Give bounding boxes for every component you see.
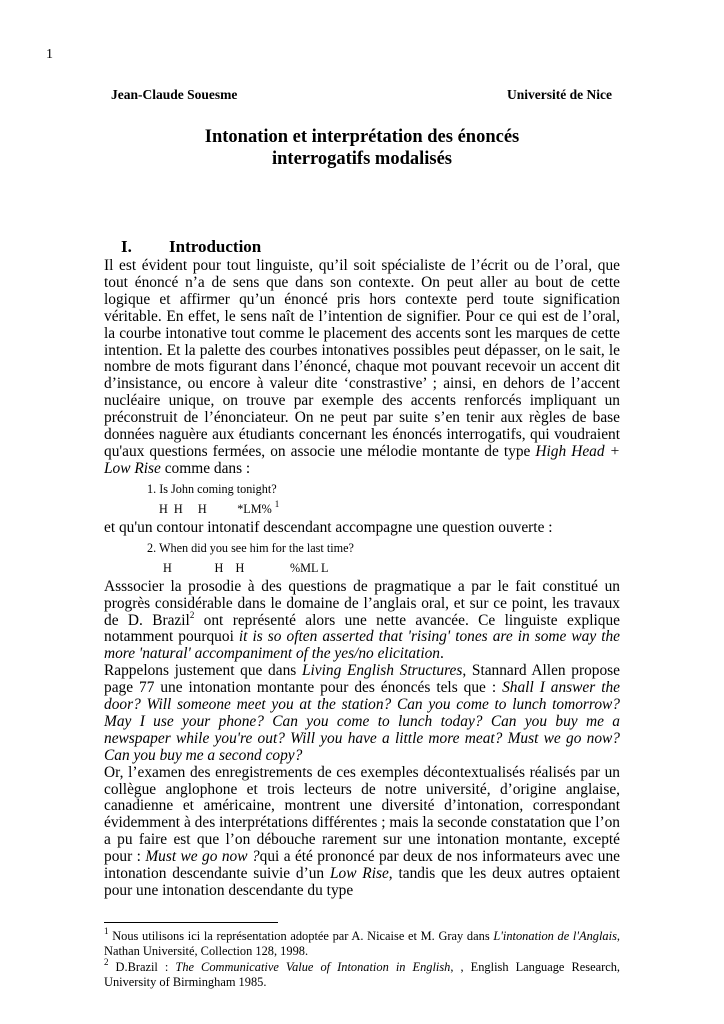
example-1-sentence: 1. Is John coming tonight?	[147, 481, 277, 496]
body-text	[104, 258, 620, 991]
section-title: Introduction	[169, 237, 262, 256]
footnote-1	[104, 925, 620, 959]
page-number: 1	[46, 47, 53, 62]
book-title: Living English Structures	[301, 662, 463, 680]
italic-text: L'intonation de l'Anglais	[493, 928, 617, 943]
italic-text: Must we go now ?	[145, 848, 260, 866]
footnote-number: 1	[104, 925, 109, 936]
text: D.Brazil :	[108, 959, 176, 974]
title-line-2: interrogatifs modalisés	[271, 149, 452, 169]
document-title	[0, 126, 724, 170]
section-heading	[121, 237, 261, 257]
footnote-2	[104, 956, 620, 990]
text: , tandis que les deux autres optaient pour une intonation descendante du type	[104, 865, 620, 899]
text: Il est évident pour tout linguiste, qu’il soit spécialiste de l’écrit ou de l’oral, que tout énoncé n’a de sens que dans son contexte. On peut aller au bout de cette logique et affirmer qu’un énoncé pris hors contexte perd toute signification véritable. En effet, le sens naît de l’intention de signifier. Pour ce qui est de l’oral, la courbe intonative tout comme le placement des accents sont les marques de cette intention. Et la palette des courbes intonatives possibles peut dépasser, on le sait, le nombre de mots figurant dans l’énoncé, chaque mot pouvant recevoir un accent dit d’insistance, ou encore à valeur dite ‘constrastive’ ; ainsi, en dehors de l’accent nucléaire unique, on trouve par exemple des accents renforcés impliquant un préconstruit de l’énonciateur. On ne peut par suite s’en tenir aux règles de base données naguère aux étudiants concernant les énoncés interrogatifs, qui voudraient qu'aux questions fermées, on associe une mélodie montante de type	[104, 257, 620, 460]
italic-text: High Head + Low Rise	[104, 442, 620, 477]
paragraph-5	[104, 765, 620, 900]
footnote-separator	[104, 922, 278, 923]
text: qui a été prononcé par deux de nos informateurs avec une intonation descendante suivie d’un	[104, 848, 621, 883]
italic-quote: it is so often asserted that 'rising' tones are in some way the more 'natural' accompaniment of the yes/no elicitation	[104, 628, 621, 663]
text: Asssocier la prosodie à des questions de pragmatique a par le fait constitué un progrès considérable dans le domaine de l’anglais oral, et sur ce point, les travaux de D. Brazil	[104, 577, 620, 629]
text: Rappelons justement que dans	[104, 662, 302, 680]
text: , , English Language Research, University of Birmingham 1985.	[104, 959, 620, 989]
example-2-tones: H H H %ML L	[163, 560, 329, 575]
text: comme dans :	[160, 459, 251, 477]
text: Nous utilisons ici la représentation adoptée par A. Nicaise et M. Gray dans	[108, 928, 494, 943]
title-line-1: Intonation et interprétation des énoncés	[204, 127, 520, 147]
text: .	[440, 645, 444, 663]
example-1-tones	[159, 498, 620, 517]
text: ont représenté alors une nette avancée. Ce linguiste explique notamment pourquoi	[104, 611, 620, 646]
tones: H H H *LM%	[159, 501, 275, 516]
author-name: Jean-Claude Souesme	[111, 87, 238, 102]
paragraph-1	[104, 258, 620, 478]
affiliation: Université de Nice	[507, 87, 612, 102]
footnote-ref: 1	[274, 498, 280, 509]
text: , Stannard Allen propose page 77 une intonation montante pour des énoncés tels que :	[104, 662, 621, 697]
italic-text: The Communicative Value of Intonation in English	[175, 959, 451, 974]
italic-text: Low Rise	[329, 865, 389, 883]
footnote-ref: 2	[189, 609, 195, 620]
text: , Nathan Université, Collection 128, 1998.	[104, 928, 620, 958]
paragraph-3	[104, 579, 620, 664]
section-number: I.	[121, 237, 132, 256]
text: Or, l’examen des enregistrements de ces exemples décontextualisés réalisés par un collègue anglophone et trois lecteurs de notre université, d’origine anglaise, canadienne et américaine, montrent une diversité d’intonation, correspondant évidemment à des interprétations différentes ; mais la seconde constatation que l’on a pu faire est que l’on débouche rarement sur une intonation montante, excepté pour :	[104, 763, 620, 866]
paragraph-4	[104, 663, 620, 764]
example-2-sentence: 2. When did you see him for the last time?	[147, 540, 354, 555]
italic-examples: Shall I answer the door? Will someone meet you at the station? Can you come to lunch tomorrow? May I use your phone? Can you come to lunch today? Can you buy me a newspaper while you're out? Will you have a little more meat? Must we go now? Can you buy me a second copy?	[104, 679, 621, 764]
paragraph-2: et qu'un contour intonatif descendant accompagne une question ouverte :	[104, 518, 553, 536]
footnote-number: 2	[104, 956, 109, 967]
